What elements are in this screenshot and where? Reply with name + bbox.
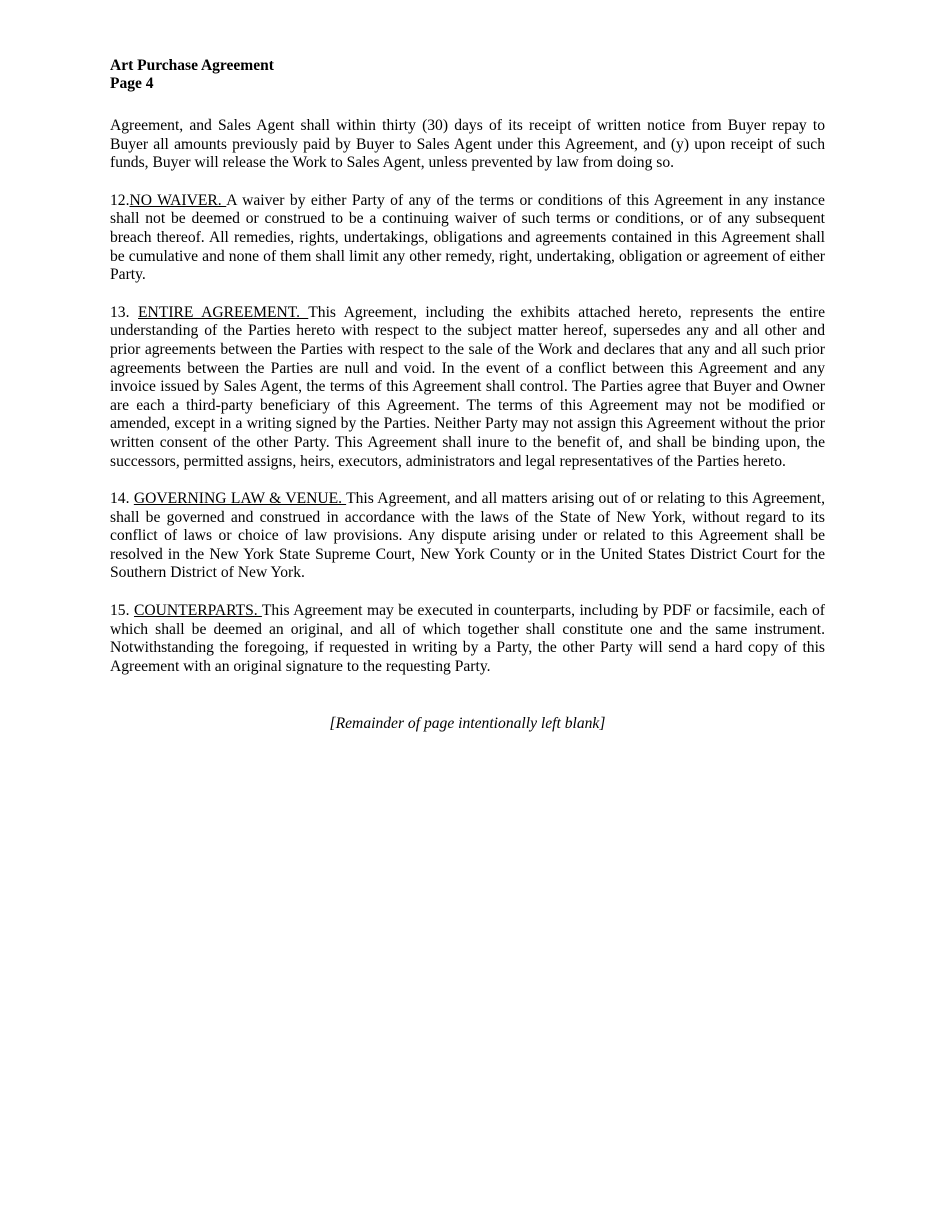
section-body: This Agreement, and all matters arising out of or relating to this Agreement, shall be governed and construed in accordance with the laws of the State of New York, without regard to its conflict of laws or choice of law provisions. Any dispute arising under or related to this Agreement shall be resolved in the New York State Supreme Court, New York County or in the United States District Court for the Southern District of New York. <box>110 490 826 582</box>
section-number: 14. <box>110 490 134 508</box>
section-number: 13. <box>110 303 139 321</box>
page-number-label: Page 4 <box>110 74 154 92</box>
section-heading: ENTIRE AGREEMENT. <box>138 303 309 321</box>
section-12-no-waiver <box>110 192 825 285</box>
section-heading: COUNTERPARTS. <box>133 602 262 620</box>
section-heading: GOVERNING LAW & VENUE. <box>133 490 347 508</box>
section-heading: NO WAIVER. <box>129 191 227 209</box>
section-body: This Agreement may be executed in counterparts, including by PDF or facsimile, each of which shall be deemed an original, and all of which together shall constitute one and the same instrument. Notwithstanding the foregoing, if requested in writing by a Party, the other Party will send a hard copy of this Agreement with an original signature to the requesting Party. <box>110 602 826 675</box>
section-15-counterparts <box>110 602 825 676</box>
remainder-blank-note: [Remainder of page intentionally left blank] <box>329 715 606 733</box>
section-number: 15. <box>110 602 134 620</box>
section-number: 12. <box>110 191 130 209</box>
document-header <box>110 57 825 92</box>
section-14-governing-law <box>110 490 825 583</box>
intro-paragraph: Agreement, and Sales Agent shall within thirty (30) days of its receipt of written notice from Buyer repay to Buyer all amounts previously paid by Buyer to Sales Agent under this Agreement, and (y) upon receipt of such funds, Buyer will release the Work to Sales Agent, unless prevented by law from doing so. <box>110 117 825 172</box>
section-13-entire-agreement <box>110 304 825 471</box>
document-title: Art Purchase Agreement <box>110 57 274 74</box>
section-body: This Agreement, including the exhibits attached hereto, represents the entire understanding of the Parties hereto with respect to the subject matter hereof, supersedes any and all other and prior agreements between the Parties with respect to the sale of the Work and declares that any and all such prior agreements between the Parties are null and void. In the event of a conflict between this Agreement and any invoice issued by Sales Agent, the terms of this Agreement shall control. The Parties agree that Buyer and Owner are each a third-party beneficiary of this Agreement. The terms of this Agreement may not be modified or amended, except in a writing signed by the Parties. Neither Party may not assign this Agreement without the prior written consent of the other Party. This Agreement shall inure to the benefit of, and shall be binding upon, the successors, permitted assigns, heirs, executors, administrators and legal representatives of the Parties hereto. <box>110 303 826 470</box>
section-body: A waiver by either Party of any of the terms or conditions of this Agreement in any instance shall not be deemed or construed to be a continuing waiver of such terms or conditions, or of any subsequent breach thereof. All remedies, rights, undertakings, obligations and agreements contained in this Agreement shall be cumulative and none of them shall limit any other remedy, right, undertaking, obligation or agreement of either Party. <box>110 191 825 284</box>
